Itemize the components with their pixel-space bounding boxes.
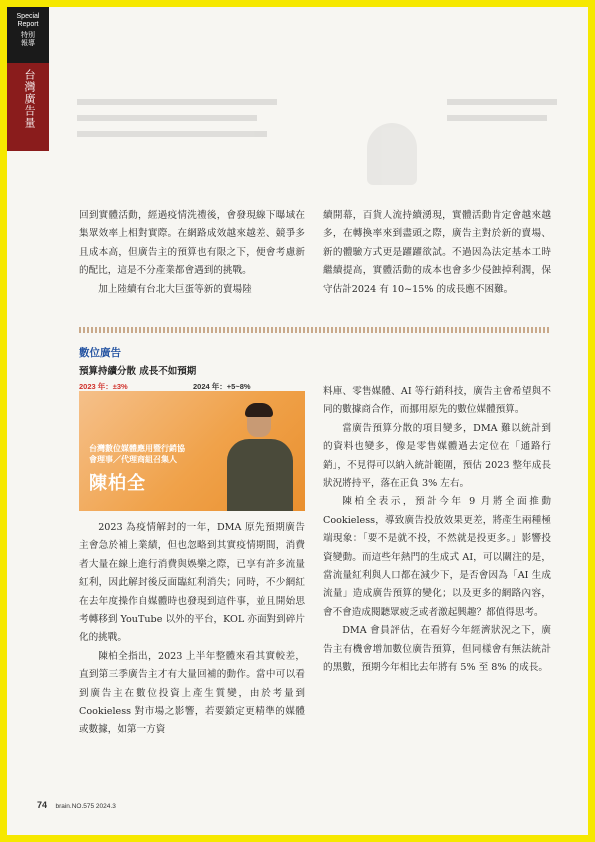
forecast-2023: 2023 年：±3% <box>79 382 128 391</box>
top-left-column <box>79 207 305 299</box>
forecast-2024: 2024 年：+5~8% <box>193 382 251 391</box>
profile-photo-box <box>79 391 305 511</box>
bottom-right-column <box>323 383 551 678</box>
section-title: 數位廣告 <box>79 347 121 359</box>
paragraph: 陳柏全指出，2023 上半年整體來看其實較差，直到第三季廣告主才有大量回補的動作。當中可以看到廣告主在數位投資上產生質變，由於考量到 Cookieless 對市場之影響，若要鎖定更精準的媒體或數據，如第一方資 <box>79 650 305 736</box>
paragraph: 回到實體活動，經過疫情洗禮後，會發現線下曝域在集眾效率上相對實際。在網路成效越來越差、競爭多且成本高，但廣告主的預算也有限之下，便會考慮新的配比，這是不分產業都會遇到的挑戰。 <box>79 210 305 277</box>
profile-name: 陳柏全 <box>89 473 146 494</box>
person-photo <box>227 403 293 511</box>
section-vertical-title: 台灣廣告量 <box>23 69 36 129</box>
special-report-zh-2: 報導 <box>21 40 35 47</box>
top-right-column <box>323 207 551 299</box>
caption-line-1: 台灣數位媒體應用暨行銷協 <box>89 444 185 453</box>
caption-line-2: 會理事／代理商組召集人 <box>89 455 177 464</box>
profile-caption <box>89 443 185 465</box>
magazine-page <box>7 7 588 835</box>
special-report-en-2: Report <box>17 21 39 28</box>
bottom-left-column <box>79 519 305 740</box>
section-subtitle: 預算持續分散 成長不如預期 <box>79 366 197 377</box>
paragraph: 陳柏全表示，預計今年 9 月將全面推動 Cookieless，導致廣告投放效果更差，將產生兩種極端現象：「要不是就不投，不然就是投更多。」影響投資變動。而這些年熱門的生成式 AI，可以關注的是，當流量紅利與人口都在減少下，是否會因為「AI 生成流量」造成廣告預算的變化；以及更多的網路內容，會不會造成閱聽眾疲乏或者激起興趣？都值得思考。 <box>323 496 551 618</box>
special-report-en-1: Special <box>16 13 40 20</box>
paragraph: 料庫、零售媒體、AI 等行銷科技，廣告主會希望與不同的數據商合作，而挪用原先的數位媒體預算。 <box>323 386 551 416</box>
paragraph: 當廣告預算分散的項目變多，DMA 難以統計到的資料也變多，像是零售媒體過去定位在「通路行銷」，不見得可以納入統計範圍，預估 2023 整年成長狀況將持平，落在正負 3% 左右。 <box>323 422 551 490</box>
paragraph: 加上陸續有台北大巨蛋等新的賣場陸 <box>98 283 252 295</box>
paragraph: 續開幕，百貨人流持續湧現，實體活動肯定會越來越多，在轉換率來到盡頭之際，廣告主對於新的賣場、新的體驗方式更是躍躍欲試。不過因為法定基本工時繼續提高，實體活動的成本也會多少侵蝕掉利潤，保守估計2024 有 10~15% 的成長應不困難。 <box>323 210 551 295</box>
section-divider <box>79 327 551 333</box>
paragraph: DMA 會員評估，在看好今年經濟狀況之下，廣告主有機會增加數位廣告預算，但同樣會有無法統計的黑數，預期今年相比去年將有 5% 至 8% 的成長。 <box>323 625 551 674</box>
section-tab <box>7 7 49 151</box>
issue-info: brain.NO.575 2024.3 <box>55 803 116 810</box>
show-through-shadow <box>67 91 567 201</box>
page-footer <box>37 795 116 813</box>
paragraph: 2023 為疫情解封的一年，DMA 原先預期廣告主會急於補上業績，但也忽略到其實疫情期間，消費者大量在線上進行消費與娛樂之際，已享有許多流量紅利，因此解封後反面臨紅利消失；同時，不少網紅在去年度操作自媒體時也發現到這件事，並且開始思考轉移到 YouTube 以外的平台，KOL 亦面對到碎片化的挑戰。 <box>79 522 305 644</box>
special-report-label <box>7 7 49 63</box>
special-report-zh-1: 特別 <box>21 32 35 39</box>
page-number: 74 <box>37 800 48 810</box>
